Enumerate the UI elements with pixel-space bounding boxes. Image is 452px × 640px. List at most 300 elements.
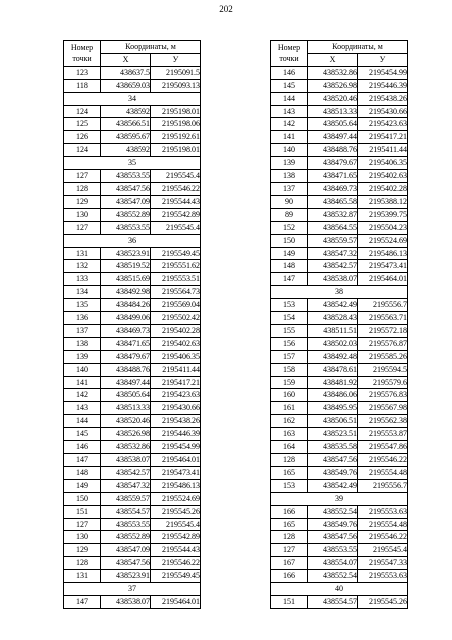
point-number: 150 — [271, 234, 308, 247]
table-row — [64, 441, 201, 454]
point-number: 147 — [64, 454, 101, 467]
x-coordinate: 438554.07 — [308, 557, 358, 570]
x-coordinate: 438492.98 — [101, 286, 151, 299]
table-row — [271, 195, 408, 208]
x-coordinate: 438564.55 — [308, 221, 358, 234]
table-row — [64, 389, 201, 402]
y-coordinate: 2195545.4 — [151, 170, 201, 183]
header-row — [271, 41, 408, 54]
y-coordinate: 2195542.89 — [151, 208, 201, 221]
point-number: 127 — [64, 221, 101, 234]
x-coordinate: 438492.48 — [308, 350, 358, 363]
point-number: 127 — [64, 170, 101, 183]
table-row — [64, 454, 201, 467]
point-number: 158 — [271, 363, 308, 376]
point-number: 166 — [271, 570, 308, 583]
y-coordinate: 2195438.26 — [358, 92, 408, 105]
y-coordinate: 2195423.63 — [151, 389, 201, 402]
table-row — [64, 105, 201, 118]
point-number: 159 — [271, 376, 308, 389]
point-number: 136 — [64, 312, 101, 325]
y-header: У — [151, 53, 201, 66]
y-coordinate: 2195567.98 — [358, 402, 408, 415]
table-row — [64, 363, 201, 376]
x-header: X — [308, 53, 358, 66]
point-number: 124 — [64, 105, 101, 118]
point-number: 149 — [64, 479, 101, 492]
section-number: 36 — [64, 234, 201, 247]
y-coordinate: 2195542.89 — [151, 531, 201, 544]
table-row — [64, 518, 201, 531]
y-coordinate: 2195553.63 — [358, 570, 408, 583]
point-number: 144 — [64, 415, 101, 428]
table-row — [64, 557, 201, 570]
x-coordinate: 438523.91 — [101, 247, 151, 260]
y-coordinate: 2195388.12 — [358, 195, 408, 208]
section-number-row — [271, 492, 408, 505]
point-number: 149 — [271, 247, 308, 260]
x-coordinate: 438547.32 — [308, 247, 358, 260]
table-row — [271, 208, 408, 221]
y-coordinate: 2195572.18 — [358, 324, 408, 337]
x-coordinate: 438469.73 — [308, 182, 358, 195]
y-coordinate: 2195454.99 — [151, 441, 201, 454]
point-number: 151 — [64, 505, 101, 518]
x-coordinate: 438532.86 — [308, 66, 358, 79]
x-coordinate: 438542.49 — [308, 299, 358, 312]
point-number: 126 — [64, 131, 101, 144]
y-coordinate: 2195091.5 — [151, 66, 201, 79]
point-number-header-line2: точки — [279, 54, 299, 64]
y-coordinate: 2195446.39 — [151, 428, 201, 441]
table-row — [271, 428, 408, 441]
y-coordinate: 2195464.01 — [151, 454, 201, 467]
x-coordinate: 438502.03 — [308, 337, 358, 350]
x-coordinate: 438552.54 — [308, 505, 358, 518]
y-coordinate: 2195549.45 — [151, 247, 201, 260]
coordinates-table-right — [270, 40, 408, 609]
y-coordinate: 2195553.87 — [358, 428, 408, 441]
table-row — [271, 557, 408, 570]
point-number: 123 — [64, 66, 101, 79]
y-coordinate: 2195576.83 — [358, 389, 408, 402]
point-number: 130 — [64, 208, 101, 221]
x-coordinate: 438592 — [101, 105, 151, 118]
table-row — [271, 363, 408, 376]
x-coordinate: 438497.44 — [101, 376, 151, 389]
x-coordinate: 438538.07 — [308, 273, 358, 286]
y-coordinate: 2195430.66 — [151, 402, 201, 415]
point-number: 165 — [271, 466, 308, 479]
point-number: 137 — [64, 324, 101, 337]
point-number: 144 — [271, 92, 308, 105]
x-coordinate: 438538.07 — [101, 595, 151, 608]
x-coordinate: 438465.58 — [308, 195, 358, 208]
point-number: 147 — [64, 595, 101, 608]
x-coordinate: 438547.09 — [101, 195, 151, 208]
y-coordinate: 2195547.33 — [358, 557, 408, 570]
point-number: 148 — [64, 466, 101, 479]
x-coordinate: 438559.57 — [101, 492, 151, 505]
point-number: 129 — [64, 195, 101, 208]
y-coordinate: 2195438.26 — [151, 415, 201, 428]
y-coordinate: 2195585.26 — [358, 350, 408, 363]
y-coordinate: 2195504.23 — [358, 221, 408, 234]
x-coordinate: 438469.73 — [101, 324, 151, 337]
point-number: 156 — [271, 337, 308, 350]
point-number: 150 — [64, 492, 101, 505]
page-number: 202 — [219, 4, 233, 14]
table-row — [271, 389, 408, 402]
table-row — [64, 247, 201, 260]
section-number: 40 — [271, 583, 408, 596]
point-number: 152 — [271, 221, 308, 234]
point-number: 157 — [271, 350, 308, 363]
table-row — [271, 441, 408, 454]
y-coordinate: 2195430.66 — [358, 105, 408, 118]
point-number: 165 — [271, 518, 308, 531]
table-row — [64, 466, 201, 479]
x-coordinate: 438532.87 — [308, 208, 358, 221]
y-coordinate: 2195486.13 — [358, 247, 408, 260]
table-row — [271, 66, 408, 79]
table-row — [64, 376, 201, 389]
table-row — [64, 66, 201, 79]
table-row — [271, 531, 408, 544]
x-coordinate: 438553.55 — [101, 170, 151, 183]
table-row — [64, 337, 201, 350]
x-coordinate: 438499.06 — [101, 312, 151, 325]
y-coordinate: 2195406.35 — [358, 157, 408, 170]
section-number-row — [64, 583, 201, 596]
table-row — [271, 273, 408, 286]
y-coordinate: 2195473.41 — [358, 260, 408, 273]
table-row — [271, 144, 408, 157]
x-coordinate: 438547.56 — [101, 182, 151, 195]
table-row — [271, 79, 408, 92]
x-coordinate: 438523.51 — [308, 428, 358, 441]
table-row — [271, 337, 408, 350]
header-row — [64, 41, 201, 54]
y-coordinate: 2195546.22 — [358, 454, 408, 467]
x-coordinate: 438535.58 — [308, 441, 358, 454]
coordinates-header: Координаты, м — [101, 41, 201, 54]
coordinates-header: Координаты, м — [308, 41, 408, 54]
x-coordinate: 438547.56 — [308, 454, 358, 467]
y-coordinate: 2195464.01 — [358, 273, 408, 286]
point-number: 137 — [271, 182, 308, 195]
x-coordinate: 438486.06 — [308, 389, 358, 402]
x-coordinate: 438547.09 — [101, 544, 151, 557]
y-coordinate: 2195402.28 — [358, 182, 408, 195]
point-number: 134 — [64, 286, 101, 299]
x-coordinate: 438495.95 — [308, 402, 358, 415]
x-coordinate: 438538.07 — [101, 454, 151, 467]
point-number: 141 — [64, 376, 101, 389]
table-row — [271, 454, 408, 467]
y-coordinate: 2195198.01 — [151, 144, 201, 157]
x-coordinate: 438528.43 — [308, 312, 358, 325]
point-number: 90 — [271, 195, 308, 208]
x-coordinate: 438526.98 — [101, 428, 151, 441]
y-coordinate: 2195192.61 — [151, 131, 201, 144]
point-number: 145 — [271, 79, 308, 92]
y-coordinate: 2195564.73 — [151, 286, 201, 299]
y-coordinate: 2195549.45 — [151, 570, 201, 583]
point-number: 161 — [271, 402, 308, 415]
y-coordinate: 2195423.63 — [358, 118, 408, 131]
point-number: 124 — [64, 144, 101, 157]
table-row — [64, 273, 201, 286]
point-number: 155 — [271, 324, 308, 337]
table-row — [271, 92, 408, 105]
y-coordinate: 2195576.87 — [358, 337, 408, 350]
y-coordinate: 2195486.13 — [151, 479, 201, 492]
point-number: 140 — [64, 363, 101, 376]
y-coordinate: 2195524.69 — [151, 492, 201, 505]
table-row — [271, 131, 408, 144]
x-coordinate: 438505.64 — [308, 118, 358, 131]
table-row — [271, 157, 408, 170]
x-coordinate: 438553.55 — [101, 221, 151, 234]
table-row — [64, 144, 201, 157]
x-coordinate: 438520.46 — [308, 92, 358, 105]
table-row — [64, 324, 201, 337]
x-coordinate: 438659.03 — [101, 79, 151, 92]
y-coordinate: 2195554.48 — [358, 466, 408, 479]
x-coordinate: 438554.57 — [308, 595, 358, 608]
y-coordinate: 2195546.22 — [151, 557, 201, 570]
point-number: 143 — [64, 402, 101, 415]
table-row — [271, 312, 408, 325]
point-number: 160 — [271, 389, 308, 402]
point-number: 167 — [271, 557, 308, 570]
y-coordinate: 2195553.63 — [358, 505, 408, 518]
x-coordinate: 438547.56 — [101, 557, 151, 570]
point-number: 127 — [271, 544, 308, 557]
point-number: 131 — [64, 570, 101, 583]
point-number: 89 — [271, 208, 308, 221]
x-coordinate: 438520.46 — [101, 415, 151, 428]
table-row — [64, 299, 201, 312]
x-coordinate: 438479.67 — [101, 350, 151, 363]
y-coordinate: 2195545.4 — [151, 221, 201, 234]
table-row — [271, 221, 408, 234]
point-number: 146 — [271, 66, 308, 79]
x-coordinate: 438497.44 — [308, 131, 358, 144]
section-number-row — [271, 583, 408, 596]
table-row — [64, 402, 201, 415]
section-number: 38 — [271, 286, 408, 299]
x-coordinate: 438595.67 — [101, 131, 151, 144]
y-coordinate: 2195502.42 — [151, 312, 201, 325]
y-coordinate: 2195545.26 — [358, 595, 408, 608]
section-number-row — [64, 92, 201, 105]
table-row — [64, 492, 201, 505]
table-row — [271, 350, 408, 363]
y-coordinate: 2195579.6 — [358, 376, 408, 389]
x-coordinate: 438549.76 — [308, 466, 358, 479]
y-coordinate: 2195464.01 — [151, 595, 201, 608]
table-row — [271, 570, 408, 583]
y-coordinate: 2195524.69 — [358, 234, 408, 247]
y-coordinate: 2195562.38 — [358, 415, 408, 428]
x-coordinate: 438592 — [101, 144, 151, 157]
x-coordinate: 438505.64 — [101, 389, 151, 402]
y-coordinate: 2195546.22 — [151, 182, 201, 195]
y-coordinate: 2195406.35 — [151, 350, 201, 363]
table-row — [64, 170, 201, 183]
x-coordinate: 438471.65 — [308, 170, 358, 183]
x-header: X — [101, 53, 151, 66]
table-row — [271, 170, 408, 183]
table-row — [271, 505, 408, 518]
table-row — [64, 428, 201, 441]
table-row — [271, 260, 408, 273]
point-number: 132 — [64, 260, 101, 273]
y-coordinate: 2195569.04 — [151, 299, 201, 312]
y-coordinate: 2195544.43 — [151, 195, 201, 208]
point-number: 128 — [64, 182, 101, 195]
x-coordinate: 438637.5 — [101, 66, 151, 79]
y-coordinate: 2195473.41 — [151, 466, 201, 479]
point-number: 142 — [64, 389, 101, 402]
y-coordinate: 2195545.26 — [151, 505, 201, 518]
y-coordinate: 2195417.21 — [358, 131, 408, 144]
section-number-row — [64, 157, 201, 170]
point-number: 151 — [271, 595, 308, 608]
x-coordinate: 438566.51 — [101, 118, 151, 131]
y-coordinate: 2195198.06 — [151, 118, 201, 131]
point-number: 146 — [64, 441, 101, 454]
y-coordinate: 2195544.43 — [151, 544, 201, 557]
x-coordinate: 438547.56 — [308, 531, 358, 544]
x-coordinate: 438554.57 — [101, 505, 151, 518]
x-coordinate: 438506.51 — [308, 415, 358, 428]
y-coordinate: 2195402.63 — [151, 337, 201, 350]
point-number-header-line1: Номер — [70, 42, 94, 52]
point-number: 133 — [64, 273, 101, 286]
x-coordinate: 438471.65 — [101, 337, 151, 350]
section-number: 37 — [64, 583, 201, 596]
point-number: 153 — [271, 299, 308, 312]
table-row — [64, 208, 201, 221]
point-number: 147 — [271, 273, 308, 286]
point-number: 166 — [271, 505, 308, 518]
table-row — [64, 312, 201, 325]
point-number: 138 — [64, 337, 101, 350]
x-coordinate: 438552.89 — [101, 531, 151, 544]
table-row — [271, 105, 408, 118]
x-coordinate: 438479.67 — [308, 157, 358, 170]
table-row — [271, 234, 408, 247]
x-coordinate: 438513.33 — [308, 105, 358, 118]
point-number: 128 — [64, 557, 101, 570]
point-number: 142 — [271, 118, 308, 131]
table-row — [64, 350, 201, 363]
section-number: 34 — [64, 92, 201, 105]
x-coordinate: 438552.54 — [308, 570, 358, 583]
table-row — [64, 505, 201, 518]
x-coordinate: 438552.89 — [101, 208, 151, 221]
y-coordinate: 2195563.71 — [358, 312, 408, 325]
x-coordinate: 438513.33 — [101, 402, 151, 415]
table-row — [64, 544, 201, 557]
table-row — [64, 531, 201, 544]
x-coordinate: 438511.51 — [308, 324, 358, 337]
y-coordinate: 2195402.63 — [358, 170, 408, 183]
table-row — [64, 221, 201, 234]
point-number: 148 — [271, 260, 308, 273]
point-number: 127 — [64, 518, 101, 531]
table-row — [64, 595, 201, 608]
table-row — [64, 195, 201, 208]
x-coordinate: 438553.55 — [101, 518, 151, 531]
point-number: 139 — [271, 157, 308, 170]
y-coordinate: 2195402.28 — [151, 324, 201, 337]
table-row — [64, 479, 201, 492]
section-number: 35 — [64, 157, 201, 170]
point-number: 139 — [64, 350, 101, 363]
table-row — [64, 570, 201, 583]
point-number: 138 — [271, 170, 308, 183]
y-coordinate: 2195551.62 — [151, 260, 201, 273]
point-number-header-line2: точки — [72, 54, 92, 64]
point-number: 143 — [271, 105, 308, 118]
point-number: 129 — [64, 544, 101, 557]
x-coordinate: 438515.69 — [101, 273, 151, 286]
x-coordinate: 438542.49 — [308, 479, 358, 492]
y-header: У — [358, 53, 408, 66]
y-coordinate: 2195545.4 — [358, 544, 408, 557]
x-coordinate: 438481.92 — [308, 376, 358, 389]
table-row — [64, 286, 201, 299]
table-row — [271, 402, 408, 415]
y-coordinate: 2195553.51 — [151, 273, 201, 286]
x-coordinate: 438484.26 — [101, 299, 151, 312]
y-coordinate: 2195411.44 — [151, 363, 201, 376]
table-row — [271, 466, 408, 479]
x-coordinate: 438547.32 — [101, 479, 151, 492]
point-number: 125 — [64, 118, 101, 131]
x-coordinate: 438553.55 — [308, 544, 358, 557]
point-number: 130 — [64, 531, 101, 544]
table-row — [64, 131, 201, 144]
y-coordinate: 2195411.44 — [358, 144, 408, 157]
table-row — [64, 79, 201, 92]
point-number-header — [271, 41, 308, 67]
point-number: 128 — [271, 454, 308, 467]
x-coordinate: 438523.91 — [101, 570, 151, 583]
point-number: 164 — [271, 441, 308, 454]
table-row — [64, 182, 201, 195]
y-coordinate: 2195556.7 — [358, 479, 408, 492]
section-number-row — [64, 234, 201, 247]
point-number: 163 — [271, 428, 308, 441]
table-row — [271, 595, 408, 608]
point-number: 140 — [271, 144, 308, 157]
point-number: 145 — [64, 428, 101, 441]
x-coordinate: 438526.98 — [308, 79, 358, 92]
point-number: 141 — [271, 131, 308, 144]
point-number-header-line1: Номер — [277, 42, 301, 52]
table-row — [271, 299, 408, 312]
point-number: 154 — [271, 312, 308, 325]
y-coordinate: 2195198.01 — [151, 105, 201, 118]
x-coordinate: 438542.57 — [308, 260, 358, 273]
table-row — [64, 260, 201, 273]
coordinates-table-left — [63, 40, 201, 609]
